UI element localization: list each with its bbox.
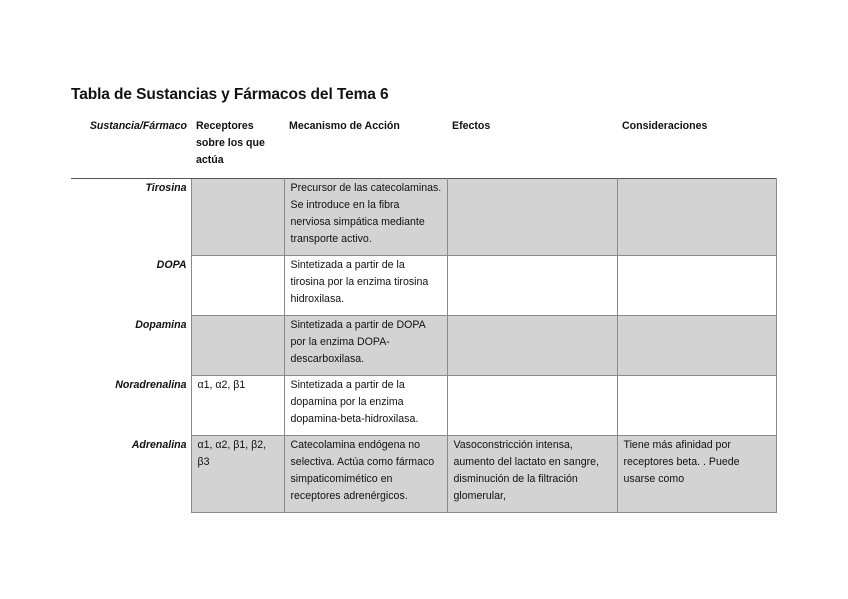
row-considerations xyxy=(617,316,776,376)
row-mechanism: Sintetizada a partir de la dopamina por la enzima dopamina-beta-hidroxilasa. xyxy=(284,376,447,436)
substances-table xyxy=(71,116,777,513)
table-row xyxy=(71,436,776,513)
document-title: Tabla de Sustancias y Fármacos del Tema 6 xyxy=(71,86,389,103)
header-row xyxy=(71,116,776,179)
row-considerations xyxy=(617,376,776,436)
table-row xyxy=(71,179,776,256)
row-mechanism: Sintetizada a partir de la tirosina por la enzima tirosina hidroxilasa. xyxy=(284,256,447,316)
row-effects xyxy=(447,256,617,316)
header-substance: Sustancia/Fármaco xyxy=(89,120,187,132)
header-considerations: Consideraciones xyxy=(622,120,708,132)
header-effects: Efectos xyxy=(452,120,491,132)
row-substance-name: Dopamina xyxy=(71,316,191,376)
row-receptors xyxy=(191,316,284,376)
row-substance-name: Tirosina xyxy=(71,179,191,256)
row-substance-name: Noradrenalina xyxy=(71,376,191,436)
table-row xyxy=(71,376,776,436)
row-receptors: α1, α2, β1 xyxy=(191,376,284,436)
row-mechanism: Precursor de las catecolaminas. Se introduce en la fibra nerviosa simpática mediante transporte activo. xyxy=(284,179,447,256)
row-receptors xyxy=(191,256,284,316)
header-mechanism: Mecanismo de Acción xyxy=(289,120,400,132)
row-mechanism: Sintetizada a partir de DOPA por la enzima DOPA-descarboxilasa. xyxy=(284,316,447,376)
row-substance-name: DOPA xyxy=(71,256,191,316)
row-receptors: α1, α2, β1, β2, β3 xyxy=(191,436,284,513)
row-considerations: Tiene más afinidad por receptores beta. . Puede usarse como xyxy=(617,436,776,513)
header-receptors: Receptores sobre los que actúa xyxy=(196,120,265,166)
row-substance-name: Adrenalina xyxy=(71,436,191,513)
table-row xyxy=(71,256,776,316)
row-considerations xyxy=(617,256,776,316)
row-effects: Vasoconstricción intensa, aumento del lactato en sangre, disminución de la filtración glomerular, xyxy=(447,436,617,513)
row-effects xyxy=(447,376,617,436)
row-effects xyxy=(447,316,617,376)
table-row xyxy=(71,316,776,376)
row-mechanism: Catecolamina endógena no selectiva. Actúa como fármaco simpaticomimético en receptores adrenérgicos. xyxy=(284,436,447,513)
row-effects xyxy=(447,179,617,256)
row-considerations xyxy=(617,179,776,256)
row-receptors xyxy=(191,179,284,256)
